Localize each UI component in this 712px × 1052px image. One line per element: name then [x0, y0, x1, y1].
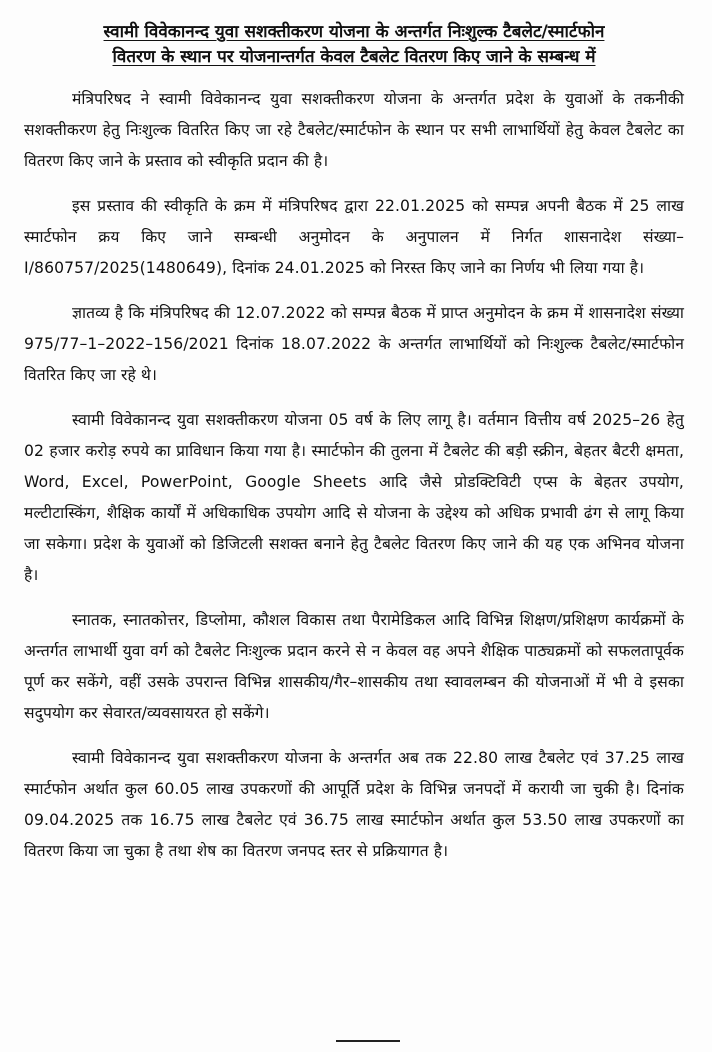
document-title [24, 20, 684, 70]
paragraph-background: ज्ञातव्य है कि मंत्रिपरिषद की 12.07.2022 को सम्पन्न बैठक में प्राप्त अनुमोदन के क्रम में शासनादेश संख्या 975/77–1–2022–156/2021 दिनांक 18.07.2022 के अन्तर्गत लाभार्थियों को निःशुल्क टैबलेट/स्मार्टफोन वितरित किए जा रहे थे। [24, 304, 684, 384]
paragraph-cabinet-approval: मंत्रिपरिषद ने स्वामी विवेकानन्द युवा सशक्तीकरण योजना के अन्तर्गत प्रदेश के युवाओं के तकनीकी सशक्तीकरण हेतु निःशुल्क वितरित किए जा रहे टैबलेट/स्मार्टफोन के स्थान पर सभी लाभार्थियों हेतु केवल टैबलेट का वितरण किए जाने के प्रस्ताव को स्वीकृति प्रदान की है। [24, 90, 684, 170]
paragraph-distribution-status: स्वामी विवेकानन्द युवा सशक्तीकरण योजना के अन्तर्गत अब तक 22.80 लाख टैबलेट एवं 37.25 लाख स्मार्टफोन अर्थात कुल 60.05 लाख उपकरणों की आपूर्ति प्रदेश के विभिन्न जनपदों में करायी जा चुकी है। दिनांक 09.04.2025 तक 16.75 लाख टैबलेट एवं 36.75 लाख स्मार्टफोन अर्थात कुल 53.50 लाख उपकरणों का वितरण किया जा चुका है तथा शेष का वितरण जनपद स्तर से प्रक्रियागत है। [24, 749, 684, 860]
paragraph-scheme-budget: स्वामी विवेकानन्द युवा सशक्तीकरण योजना 05 वर्ष के लिए लागू है। वर्तमान वित्तीय वर्ष 2025–26 हेतु 02 हजार करोड़ रुपये का प्राविधान किया गया है। स्मार्टफोन की तुलना में टैबलेट की बड़ी स्क्रीन, बेहतर बैटरी क्षमता, Word, Excel, PowerPoint, Google Sheets आदि जैसे प्रोडक्टिविटी एप्स के बेहतर उपयोग, मल्टीटास्किंग, शैक्षिक कार्यों में अधिकाधिक उपयोग आदि से योजना के उद्देश्य को अधिक प्रभावी ढंग से लागू किया जा सकेगा। प्रदेश के युवाओं को डिजिटली सशक्त बनाने हेतु टैबलेट वितरण किए जाने की यह एक अभिनव योजना है। [24, 411, 684, 584]
end-divider [336, 1040, 400, 1042]
title-line-1: स्वामी विवेकानन्द युवा सशक्तीकरण योजना के अन्तर्गत निःशुल्क टैबलेट/स्मार्टफोन [103, 22, 605, 42]
paragraph-order-cancellation: इस प्रस्ताव की स्वीकृति के क्रम में मंत्रिपरिषद द्वारा 22.01.2025 को सम्पन्न अपनी बैठक में 25 लाख स्मार्टफोन क्रय किए जाने सम्बन्धी अनुमोदन के अनुपालन में निर्गत शासनादेश संख्या–I/860757/2025(1480649), दिनांक 24.01.2025 को निरस्त किए जाने का निर्णय भी लिया गया है। [24, 197, 684, 277]
title-line-2: वितरण के स्थान पर योजनान्तर्गत केवल टैबलेट वितरण किए जाने के सम्बन्ध में [112, 47, 596, 67]
paragraph-beneficiaries: स्नातक, स्नातकोत्तर, डिप्लोमा, कौशल विकास तथा पैरामेडिकल आदि विभिन्न शिक्षण/प्रशिक्षण कार्यक्रमों के अन्तर्गत लाभार्थी युवा वर्ग को टैबलेट निःशुल्क प्रदान करने से न केवल वह अपने शैक्षिक पाठ्यक्रमों को सफलतापूर्वक पूर्ण कर सकेंगे, वहीं उसके उपरान्त विभिन्न शासकीय/गैर–शासकीय तथा स्वावलम्बन की योजनाओं में भी वे इसका सदुपयोग कर सेवारत/व्यवसायरत हो सकेंगे। [24, 611, 684, 722]
